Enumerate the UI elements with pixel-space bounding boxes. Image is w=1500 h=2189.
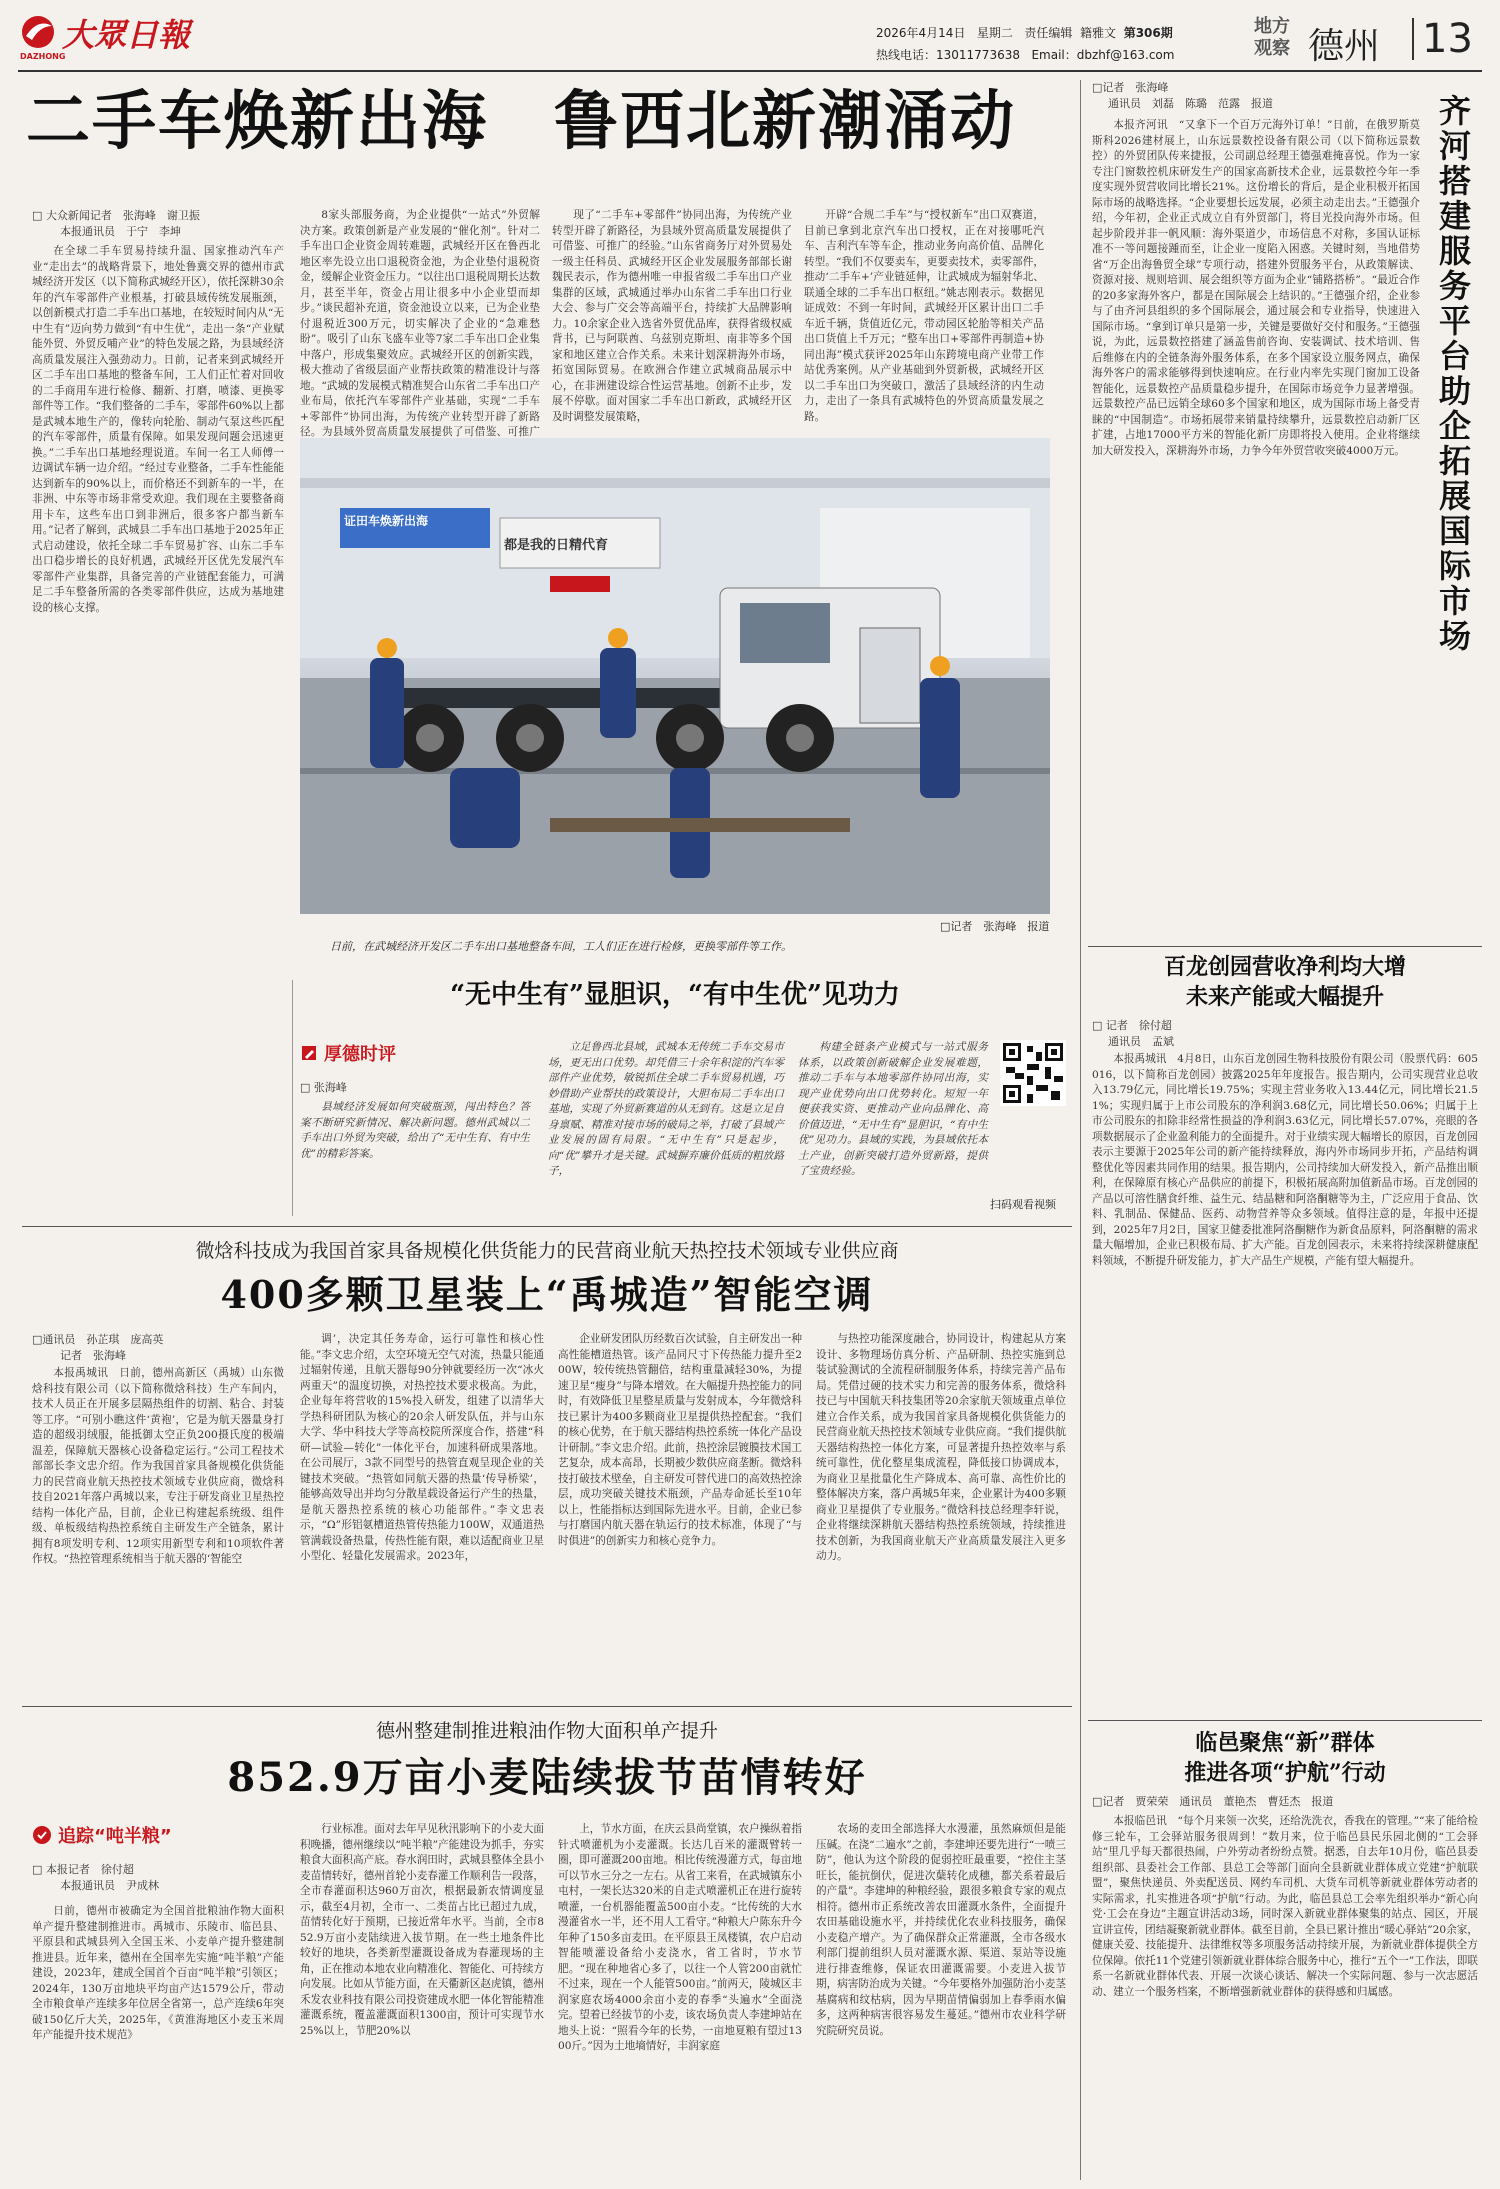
photo-caption: 日前，在武城经济开发区二手车出口基地整备车间，工人们正在进行检修，更换零部件等工作。 bbox=[330, 940, 792, 953]
right-story2-body: 本报禹城讯 4月8日，山东百龙创园生物科技股份有限公司（股票代码：605016，以下简称百龙创园）披露2025年年度报告。报告期内，公司实现营业总收入13.79亿元，同比增长19.75%；实现主营业务收入13.44亿元，同比增长21.51%；实现归属于上市公司股东的净利润3.68亿元，同比增长50.06%；归属于上市公司股东的扣除非经常性损益的净利润3.63亿元，同比增长57.07%，亮眼的各项数据展示了企业盈利能力的全面提升。对于业绩实现大幅增长的原因，百龙创园表示主要源于2025年公司的新产能持续释放，海内外市场同步开拓，产品结构调整优化等因素共同作用的结果。报告期内，公司持续加大研发投入，新产品推出顺利，在保障原有核心产品供应的前提下，积极拓展高附加值新品市场。百龙创园的产品以可溶性膳食纤维、益生元、结晶糖和阿洛酮糖等为主，广泛应用于食品、饮料、乳制品、保健品、医药、动物营养等众多领域。值得注意的是，年报中还提到，2025年7月2日，国家卫健委批准阿洛酮糖作为新食品原料，阿洛酮糖的需求量大幅增加，企业已积极布局、扩大产能。百龙创园表示，未来将持续深耕健康配料领域，不断提升研发能力，扩大产品生产规模，产能有望大幅提升。 bbox=[1092, 1053, 1478, 1267]
comment-headline: “无中生有”显胆识，“有中生优”见功力 bbox=[450, 980, 900, 1010]
right-story2-headline bbox=[1088, 952, 1482, 1012]
right-story2-headline-1: 百龙创园营收净利均大增 bbox=[1163, 954, 1406, 980]
satellite-byline-1: □通讯员 孙芷琪 庞高英 bbox=[32, 1333, 164, 1346]
lead-divider bbox=[292, 980, 293, 1216]
wheat-col-2 bbox=[300, 1822, 544, 2176]
satellite-col-2 bbox=[300, 1332, 544, 1696]
hotline: 热线电话：13011773638 bbox=[876, 48, 1020, 62]
tracking-icon bbox=[32, 1825, 52, 1845]
wheat-col-4-text: 农场的麦田全部选择大水漫灌，虽然麻烦但是能压碱。在浇“二遍水”之前，李建坤还要先进行“一喷三防”，他认为这个阶段的促弱控旺最重要，“控住主茎旺长，能抗倒伏，促进次蘖转化成穗，都关系着最后的产量”。李建坤的种粮经验，跟很多粮食专家的观点相符。德州市正系统改善农田灌溉水条件，全面提升农田基础设施水平，并持续优化农业科技服务，确保小麦稳产增产。为了确保群众正常灌溉，全市各级水利部门提前组织人员对灌溉水源、渠道、泵站等设施进行排查维修，保证农田灌溉需要。小麦进入拔节期，病害防治成为关键。“今年要格外加强防治小麦茎基腐病和纹枯病，因为早期苗情偏弱加上春季雨水偏多，这两种病害很容易发生蔓延。”德州市农业科学研究院研究员说。 bbox=[816, 1823, 1066, 2037]
logo-swoosh-icon bbox=[18, 12, 58, 52]
comment-col-2 bbox=[548, 1040, 784, 1210]
satellite-col-3 bbox=[558, 1332, 802, 1696]
right-story1-byline-2: 通讯员 刘磊 陈璐 范露 报道 bbox=[1108, 97, 1273, 110]
lead-col-1-text: 在全球二手车贸易持续升温、国家推动汽车产业“走出去”的战略背景下，地处鲁冀交界的德州市武城经济开发区（以下简称武城经开区），依托深耕30余年的汽车零部件产业根基，打破县域传统发展瓶颈，以创新模式打造二手车出口基地，在较短时间内从“无中生有”迈向势力做到“有中生优”，走出一条“产业赋能外贸、外贸反哺产业”的特色发展之路，为县域经济高质量发展注入强劲动力。日前，记者来到武城经开区二手车出口基地的整备车间，工人们正忙着对回收的二手商用车进行检修、翻新、打磨，喷漆、更换零部件等工作。“我们整备的二手车，零部件60%以上都是武城本地生产的，像转向轮胎、制动气泵这些匹配的汽车零部件，质量有保障。如果发现问题会迅速更换。”二手车出口基地经理说道。车间一名工人师傅一边调试车辆一边介绍。“经过专业整备，二手车性能能达到新车的90%以上，而价格还不到新车的一半，在非洲、中东等市场非常受欢迎。我们现在主要整备商用卡车，这些车出口到非洲后，很多客户都当新车用。”记者了解到，武城县二手车出口基地于2025年正式启动建设，依托全球二手车贸易扩容、山东二手车出口稳步增长的良好机遇，武城经开区优先发展汽车零部件产业集群，具备完善的产业链配套能力，可满足二手车整备所需的各类零部件供应，达成为基地建设的核心支撑。 bbox=[32, 245, 284, 614]
satellite-byline bbox=[32, 1332, 272, 1364]
logo-sub: DAZHONG bbox=[20, 52, 66, 61]
masthead-info bbox=[876, 22, 1276, 66]
satellite-col-4-text: 与热控功能深度融合，协同设计，构建起从方案设计、多物理场仿真分析、产品研制、热控实施到总装试验测试的全流程研制服务体系，持续完善产品布局。凭借过硬的技术实力和完善的服务体系，微焓科技已与中国航天科技集团等20余家航天领域重点单位建立合作关系，成为我国首家具备规模化供货能力的民营商业航天热控技术领域专业供应商。“我们提供航天器结构热控一体化方案，可显著提升热控效率与系统可靠性，优化整星集成流程，降低接口协调成本，为商业卫星批量化生产降成本、高可靠、高性价比的整体解决方案，落户禹城5年来，企业累计为400多颗商业卫星提供了专业服务。”微焓科技总经理李轩说，企业将继续深耕航天器结构热控系统领域，持续推进技术创新，为我国商业航天产业高质量发展注入更多动力。 bbox=[816, 1333, 1066, 1562]
wheat-col-1-text: 日前，德州市被确定为全国首批粮油作物大面积单产提升整建制推进市。禹城市、乐陵市、临邑县、平原县和武城县列入全国玉米、小麦单产提升整建制推进县。近年来，德州在全国率先实施“吨半粮”产能建设，2023年，建成全国首个百亩“吨半粮”引领区；2024年，130万亩地块平均亩产达1579公斤，带动全市粮食单产连续多年位居全省第一，总产连续6年突破150亿斤大关，2025年，《黄淮海地区小麦玉米周年产能提升技术规范》 bbox=[32, 1905, 284, 2041]
qr-code-icon bbox=[1000, 1040, 1066, 1106]
wheat-col-2-text: 行业标准。面对去年早见秋汛影响下的小麦大面积晚播，德州继续以“吨半粮”产能建设为抓手，夯实粮食大面积高产底。春水润田时，武城县整体全县小麦苗情转好，德州首轮小麦春灌工作顺利告一段落，全市春灌面积达960万亩次，根据最新农情调度显示，截至4月初，全市一、二类苗占比已超过九成，苗情转化好于预期，已接近常年水平。当前，全市852.9万亩小麦陆续进入拔节期。在一些土地条件比较好的地块，各类新型灌溉设备成为春灌现场的主角，正在推动本地农业向精准化、智能化、可持续方向发展。比如从节能方面，在天衢新区赵虎镇，德州禾发农业科技有限公司投资建成水肥一体化智能精准灌溉系统，覆盖灌溉面积1300亩，预计可实现节水25%以上，节肥20%以 bbox=[300, 1823, 544, 2037]
section-label-1: 地方 bbox=[1254, 16, 1290, 37]
wheat-column-name: 追踪“吨半粮” bbox=[58, 1826, 172, 1847]
wheat-col-1 bbox=[32, 1904, 284, 2176]
lead-col-2 bbox=[300, 208, 540, 438]
city-name: 德州 bbox=[1308, 26, 1381, 67]
weekday: 星期二 bbox=[976, 26, 1013, 40]
pencil-icon bbox=[300, 1044, 318, 1062]
photo-sign-2: 都是我的日精代育 bbox=[504, 538, 609, 553]
lead-col-2-text: 8家头部服务商，为企业提供“一站式”外贸解决方案。政策创新是产业发展的“催化剂”。针对二手车出口企业资金周转难题，武城经开区在鲁西北地区率先设立出口退税资金池，为企业垫付退税资金，缓解企业资金压力。“以往出口退税周期长达数月，甚至半年，资金占用让很多中小企业望而却步。”谈民超补充道，资金池设立以来，已为企业垫付退税近300万元，切实解决了企业的“急难愁盼”。吸引了山东飞盛车业等7家二手车出口企业集中落户，形成集聚效应。武城经开区的创新实践，极大推动了省级层面产业帮扶政策的精准设计与落地。“武城的发展模式精准契合山东省二手车出口产业布局，依托汽车零部件产业基础，实现“二手车+零部件”协同出海，为传统产业转型开辟了新路径。为县域外贸高质量发展提供了可借鉴、可推广 bbox=[300, 209, 540, 438]
right-story1-headline: 齐河搭建服务平台助企拓展国际市场 bbox=[1434, 94, 1472, 654]
lead-col-3 bbox=[552, 208, 792, 430]
wheat-headline: 852.9万亩小麦陆续拔节苗情转好 bbox=[227, 1754, 867, 1801]
right-story2-byline bbox=[1092, 1018, 1332, 1050]
editor-name: 籍雅文 bbox=[1080, 26, 1117, 40]
paper-logo bbox=[18, 10, 191, 61]
page-number: 13 bbox=[1422, 16, 1473, 62]
section-label-2: 观察 bbox=[1254, 38, 1290, 59]
comment-author: □ 张海峰 bbox=[300, 1081, 347, 1094]
right-rule-1 bbox=[1088, 946, 1482, 947]
masthead bbox=[0, 0, 1500, 68]
right-story3-headline-1: 临邑聚焦“新”群体 bbox=[1195, 1730, 1375, 1756]
comment-col-2-text: 立足鲁西北县域，武城本无传统二手车交易市场，更无出口优势。却凭借三十余年积淀的汽车零部件产业优势，敏锐抓住全球二手车贸易机遇，巧妙借助产业帮扶的政策设计，大胆布局二手车出口基地，实现了外贸新赛道的从无到有。这是立足自身禀赋、精准对接市场的破局之举，打破了县域产业发展的固有局限。“无中生有”只是起步，向“优”攀升才是关键。武城摒弃廉价低质的粗放路子， bbox=[548, 1041, 784, 1177]
satellite-headline: 400多颗卫星装上“禹城造”智能空调 bbox=[220, 1272, 874, 1317]
satellite-col-2-text: 调’，决定其任务寿命，运行可靠性和核心性能。”李文忠介绍，太空环境无空气对流，热量只能通过辐射传递，且航天器每90分钟就要经历一次“冰火两重天”的温度切换，对热控技术要求极高。为此，企业每年将营收的15%投入研发，组建了以清华大学热科研团队为核心的20余人研发队伍，并与山东大学、华中科技大学等高校院所深度合作，搭建“科研—试验—转化”一体化平台，加速科研成果落地。在公司展厅，3款不同型号的热管直观呈现企业的关键技术突破。“热管如同航天器的热量‘传导桥梁’，能够高效导出并均匀分散星载设备运行产生的热量，是航天器热控系统的核心功能部件。”李文忠表示，“Ω”形铝氨槽道热管传热能力100W，双通道热管满载设备热量，传热性能有限，难以适配商业卫星小型化、轻量化发展需求。2023年， bbox=[300, 1333, 544, 1562]
satellite-col-1-text: 本报禹城讯 日前，德州高新区（禹城）山东微焓科技有限公司（以下简称微焓科技）生产车间内，技术人员正在开展多层隔热组件的切割、粘合、封装等工序。“可别小瞧这件‘黄袍’，它是为航天器量身打造的超级羽绒服，能抵御太空正负200摄氏度的极端温差，保障航天器核心设备稳定运行。”公司工程技术部部长李文忠介绍。作为我国首家具备规模化供货能力的民营商业航天热控技术领域专业供应商，微焓科技自2021年落户禹城以来，专注于研发商业卫星热控结构一体化产品，目前，企业已构建起系统级、组件级、单板级结构热控系统自主研发生产全链条，累计拥有8项发明专利、12项实用新型专利和10项软件著作权。“热控管理系统相当于航天器的‘智能空 bbox=[32, 1367, 284, 1565]
section-rule-2 bbox=[22, 1706, 1072, 1707]
satellite-col-4 bbox=[816, 1332, 1066, 1696]
date: 2026年4月14日 bbox=[876, 26, 966, 40]
wheat-byline bbox=[32, 1862, 272, 1894]
photo-sign-1: 证田车焕新出海 bbox=[344, 514, 429, 528]
lead-col-4 bbox=[804, 208, 1044, 430]
right-rule-2 bbox=[1088, 1720, 1482, 1721]
section-label bbox=[1254, 16, 1300, 60]
right-story1-text bbox=[1092, 118, 1420, 940]
comment-col-3 bbox=[798, 1040, 988, 1210]
right-column-divider bbox=[1080, 80, 1081, 2180]
photo-credit: □记者 张海峰 报道 bbox=[940, 920, 1050, 933]
right-story3-byline: □记者 贾荣荣 通讯员 董艳杰 曹廷杰 报道 bbox=[1092, 1795, 1334, 1808]
comment-col-3-text: 构建全链条产业模式与一站式服务体系，以政策创新破解企业发展难题，推动二手车与本地零部件协同出海，实现产业优势向出口优势转化。短短一年便获我实资、更推动产业向品牌化、高价值迈进，“无中生有”显胆识，“有中生优”见功力。县域的实践，为县域依托本土产业，创新突破打造外贸新路，提供了宝贵经验。 bbox=[798, 1041, 988, 1177]
lead-photo bbox=[300, 438, 1050, 914]
qr-caption: 扫码观看视频 bbox=[990, 1198, 1056, 1211]
right-story2-byline-2: 通讯员 孟斌 bbox=[1108, 1035, 1174, 1048]
wheat-col-3-text: 上，节水方面，在庆云县尚堂镇，农户操纵着指针式喷灌机为小麦灌溉。长达几百米的灌溉臂转一圈，即可灌溉200亩地。相比传统漫灌方式，每亩地可以节水三分之一左右。从省工来看，在武城镇东小屯村，一架长达320米的自走式喷灌机正在进行旋转喷灌，一台机器能覆盖500亩小麦。“比传统的大水漫灌省水一半，还不用人工看守。”种粮大户陈东升今年种了150多亩麦田。在平原县王凤楼镇，农户启动智能喷灌设备给小麦浇水，省工省时，节水节肥。“现在种地省心多了，以往一个人管200亩就忙不过来，现在一个人能管500亩。”前两天，陵城区丰润家庭农场4000余亩小麦的春季“头遍水”全面浇完。望着已经拔节的小麦，该农场负责人李建坤站在地头上说：“照看今年的长势，一亩地夏粮有望过1300斤。”因为土地墒情好，丰润家庭 bbox=[558, 1823, 802, 2052]
right-story1-byline-1: □记者 张海峰 bbox=[1092, 81, 1169, 94]
right-story3-headline-2: 推进各项“护航”行动 bbox=[1184, 1760, 1386, 1786]
email: Email：dbzhf@163.com bbox=[1031, 48, 1175, 62]
comment-intro-text: 县域经济发展如何突破瓶颈，闯出特色？答案不断研究新情况、解决新问题。德州武城以二手车出口外贸为突破，给出了“无中生有、有中生优”的精彩答案。 bbox=[300, 1101, 530, 1160]
masthead-divider bbox=[1412, 18, 1414, 60]
wheat-col-3 bbox=[558, 1822, 802, 2176]
right-story2-headline-2: 未来产能或大幅提升 bbox=[1185, 984, 1384, 1010]
satellite-col-3-text: 企业研发团队历经数百次试验，自主研发出一种高性能槽道热管。该产品同尺寸下传热能力提升至200W，较传统热管翻倍，结构重量减轻30%，为提速卫星“瘦身”与降本增效。在大幅提升热控能力的同时，有效降低卫星整星质量与发射成本，今年微焓科技已累计为400多颗商业卫星提供热控配套。“我们的核心优势，在于航天器结构热控系统一体化产品设计研制。”李文忠介绍。此前，热控涂层镀膜技术国工艺复杂，成本高昂，长期被少数供应商垄断。微焓科技打破技术壁垒，自主研发可替代进口的高效热控涂层，成功突破关键技术瓶颈，产品寿命延长至10年以上，性能指标达到国际先进水平。目前，企业已参与打磨国内航天器在轨运行的技术标准，体现了“与时俱进”的创新实力和核心竞争力。 bbox=[558, 1333, 802, 1547]
lead-byline-2: 本报通讯员 于宁 李坤 bbox=[60, 225, 181, 238]
satellite-kicker: 微焓科技成为我国首家具备规模化供货能力的民营商业航天热控技术领域专业供应商 bbox=[195, 1240, 899, 1262]
right-story3-body: 本报临邑讯 “每个月来领一次奖，还给洗洗衣，香我在的管理。”“来了能给检修三轮车，工会驿站服务很周到！”数月来，位于临邑县民乐园北侧的“工会驿站”里几乎每天都很热闹，户外劳动者纷纷点赞。据悉，自去年10月份，临邑县委组织部、县委社会工作部、县总工会等部门面向全县新就业群体成立党建“护航联盟”，聚焦快递员、外卖配送员、网约车司机、大货车司机等新就业群体劳动者的实际需求，扎实推进各项“护航”行动。为此，临邑县总工会率先组织举办“新心向党·工会在身边”主题宣讲活动3场，同时深入新就业群体聚集的站点、园区，开展宣讲宣传，团结凝聚新就业群体。截至目前，全县已累计推出“暖心驿站”20余家，健康关爱、技能提升、法律维权等多项服务活动持续开展，为新就业群体提供全方位保障。依托11个党建引领新就业群体综合服务中心，推行“五个一”工作法，即联系一名新就业群体代表、开展一次谈心谈话、解决一个实际问题、参与一次志愿活动、建立一个服务档案，不断增强新就业群体的获得感和归属感。 bbox=[1092, 1815, 1478, 1998]
wheat-col-4 bbox=[816, 1822, 1066, 2176]
wheat-column-tag bbox=[32, 1822, 202, 1848]
comment-column-name: 厚德时评 bbox=[324, 1044, 396, 1065]
right-story1-byline bbox=[1092, 80, 1392, 112]
right-story2-text bbox=[1092, 1052, 1478, 1706]
wheat-byline-2: 本报通讯员 尹成林 bbox=[60, 1879, 159, 1892]
lead-byline bbox=[32, 208, 272, 240]
section-rule-1 bbox=[22, 1226, 1072, 1227]
lead-headline: 二手车焕新出海 鲁西北新潮涌动 bbox=[26, 84, 1016, 159]
satellite-col-1 bbox=[32, 1366, 284, 1696]
logo-text: 大眾日報 bbox=[62, 16, 191, 54]
comment-intro bbox=[300, 1100, 530, 1212]
right-story3-text bbox=[1092, 1814, 1478, 2176]
editor-label: 责任编辑 bbox=[1024, 26, 1073, 40]
truck-workshop-illustration bbox=[300, 438, 1050, 914]
lead-col-3-text: 现了“二手车+零部件”协同出海，为传统产业转型开辟了新路径，为县域外贸高质量发展提供了可借鉴、可推广的经验。”山东省商务厅对外贸易处一级主任科员、武城经开区企业发展服务部部长谢魏民表示，作为德州唯一申报省级二手车出口产业集群的区域，武城通过举办山东省二手车出口行业大会、参与广交会等高端平台，持续扩大品牌影响力。10余家企业入选省外贸优品库，获得省级权威背书，已与阿联酋、乌兹别克斯坦、南非等多个国家和地区建立合作关系。未来计划深耕海外市场，拓宽国际贸易。在欧洲合作建立武城商品展示中心，在非洲建设综合性运营基地。创新不止步，发展不停歇。面对国家二手车出口新政，武城经开区及时调整发展策略， bbox=[552, 209, 792, 423]
qr-code[interactable] bbox=[1000, 1040, 1066, 1106]
comment-column-tag bbox=[300, 1040, 450, 1066]
wheat-byline-1: □ 本报记者 徐付超 bbox=[32, 1863, 134, 1876]
lead-col-4-text: 开辟“合规二手车”与“授权新车”出口双赛道，目前已拿到北京汽车出口授权，正在对接哪吒汽车、吉利汽车等车企，推动业务向高价值、品牌化转型。“我们不仅要卖车，更要卖技术，卖零部件，推动‘二手车+’产业链延伸，让武城成为辐射华北、联通全球的二手车出口枢纽。”姚志刚表示。数据见证成效：不到一年时间，武城经开区累计出口二手车近千辆，货值近亿元，带动园区轮胎等相关产品出口货值上千万元；“整车出口+零部件再制造+协同出海”模式获评2025年山东跨境电商产业带工作站优秀案例。从产业基础到外贸新极，武城经开区以二手车出口为突破口，激活了县域经济的内生动力，走出了一条具有武城特色的外贸高质量发展之路。 bbox=[804, 209, 1044, 423]
right-story2-byline-1: □ 记者 徐付超 bbox=[1092, 1019, 1172, 1032]
lead-byline-1: □ 大众新闻记者 张海峰 谢卫振 bbox=[32, 209, 200, 222]
issue-number: 第306期 bbox=[1123, 26, 1173, 40]
satellite-byline-2: 记者 张海峰 bbox=[60, 1349, 126, 1362]
masthead-rule bbox=[18, 70, 1482, 72]
wheat-kicker: 德州整建制推进粮油作物大面积单产提升 bbox=[375, 1720, 718, 1742]
right-story1-body: 本报齐河讯 “又拿下一个百万元海外订单！”日前，在俄罗斯莫斯科2026建材展上，山东远景数控设备有限公司（以下简称远景数控）的外贸团队传来捷报，公司副总经理王德强难掩喜悦。作为一家专注门窗数控机床研发生产的国家高新技术企业，远景数控今年一季度实现外贸营收同比增长21%。这份增长的背后，是企业积极开拓国际市场的战略选择。“企业要想长远发展，必须主动走出去。”王德强介绍，今年初，企业正式成立自有外贸部门，将目光投向海外市场。但起步阶段并非一帆风顺：海外渠道少，市场信息不对称，多国认证标准不一等问题接踵而至，让企业一度陷入困惑。关键时刻，当地借势省“万企出海鲁贸全球”专项行动，搭建外贸服务平台，从政策解读、资源对接、规则培训、展会组织等方面为企业“铺路搭桥”。“最近合作的20多家海外客户，都是在国际展会上结识的。”王德强介绍，企业参与了由齐河县组织的多个国际展会，通过展会和专业指导，快速进入国际市场。“拿到订单只是第一步，关键是要做好交付和服务。”王德强说，为此，远景数控搭建了涵盖售前咨询、安装调试、技术培训、售后维修在内的全链条海外服务体系，在多个国家设立服务网点，确保海外客户的需求能够得到快速响应。在行业内率先实现门窗加工设备智能化，远景数控产品质量稳步提升，在国际市场竞争力显著增强。远景数控产品已远销全球60多个国家和地区，成为国际市场上备受青睐的“中国制造”。市场拓展带来销量持续攀升，远景数控启动新厂区扩建，占地17000平方米的智能化新厂房即将投入使用。企业将继续加大研发投入，深耕海外市场，力争今年外贸营收突破4000万元。 bbox=[1092, 119, 1420, 457]
right-story3-headline bbox=[1088, 1728, 1482, 1788]
